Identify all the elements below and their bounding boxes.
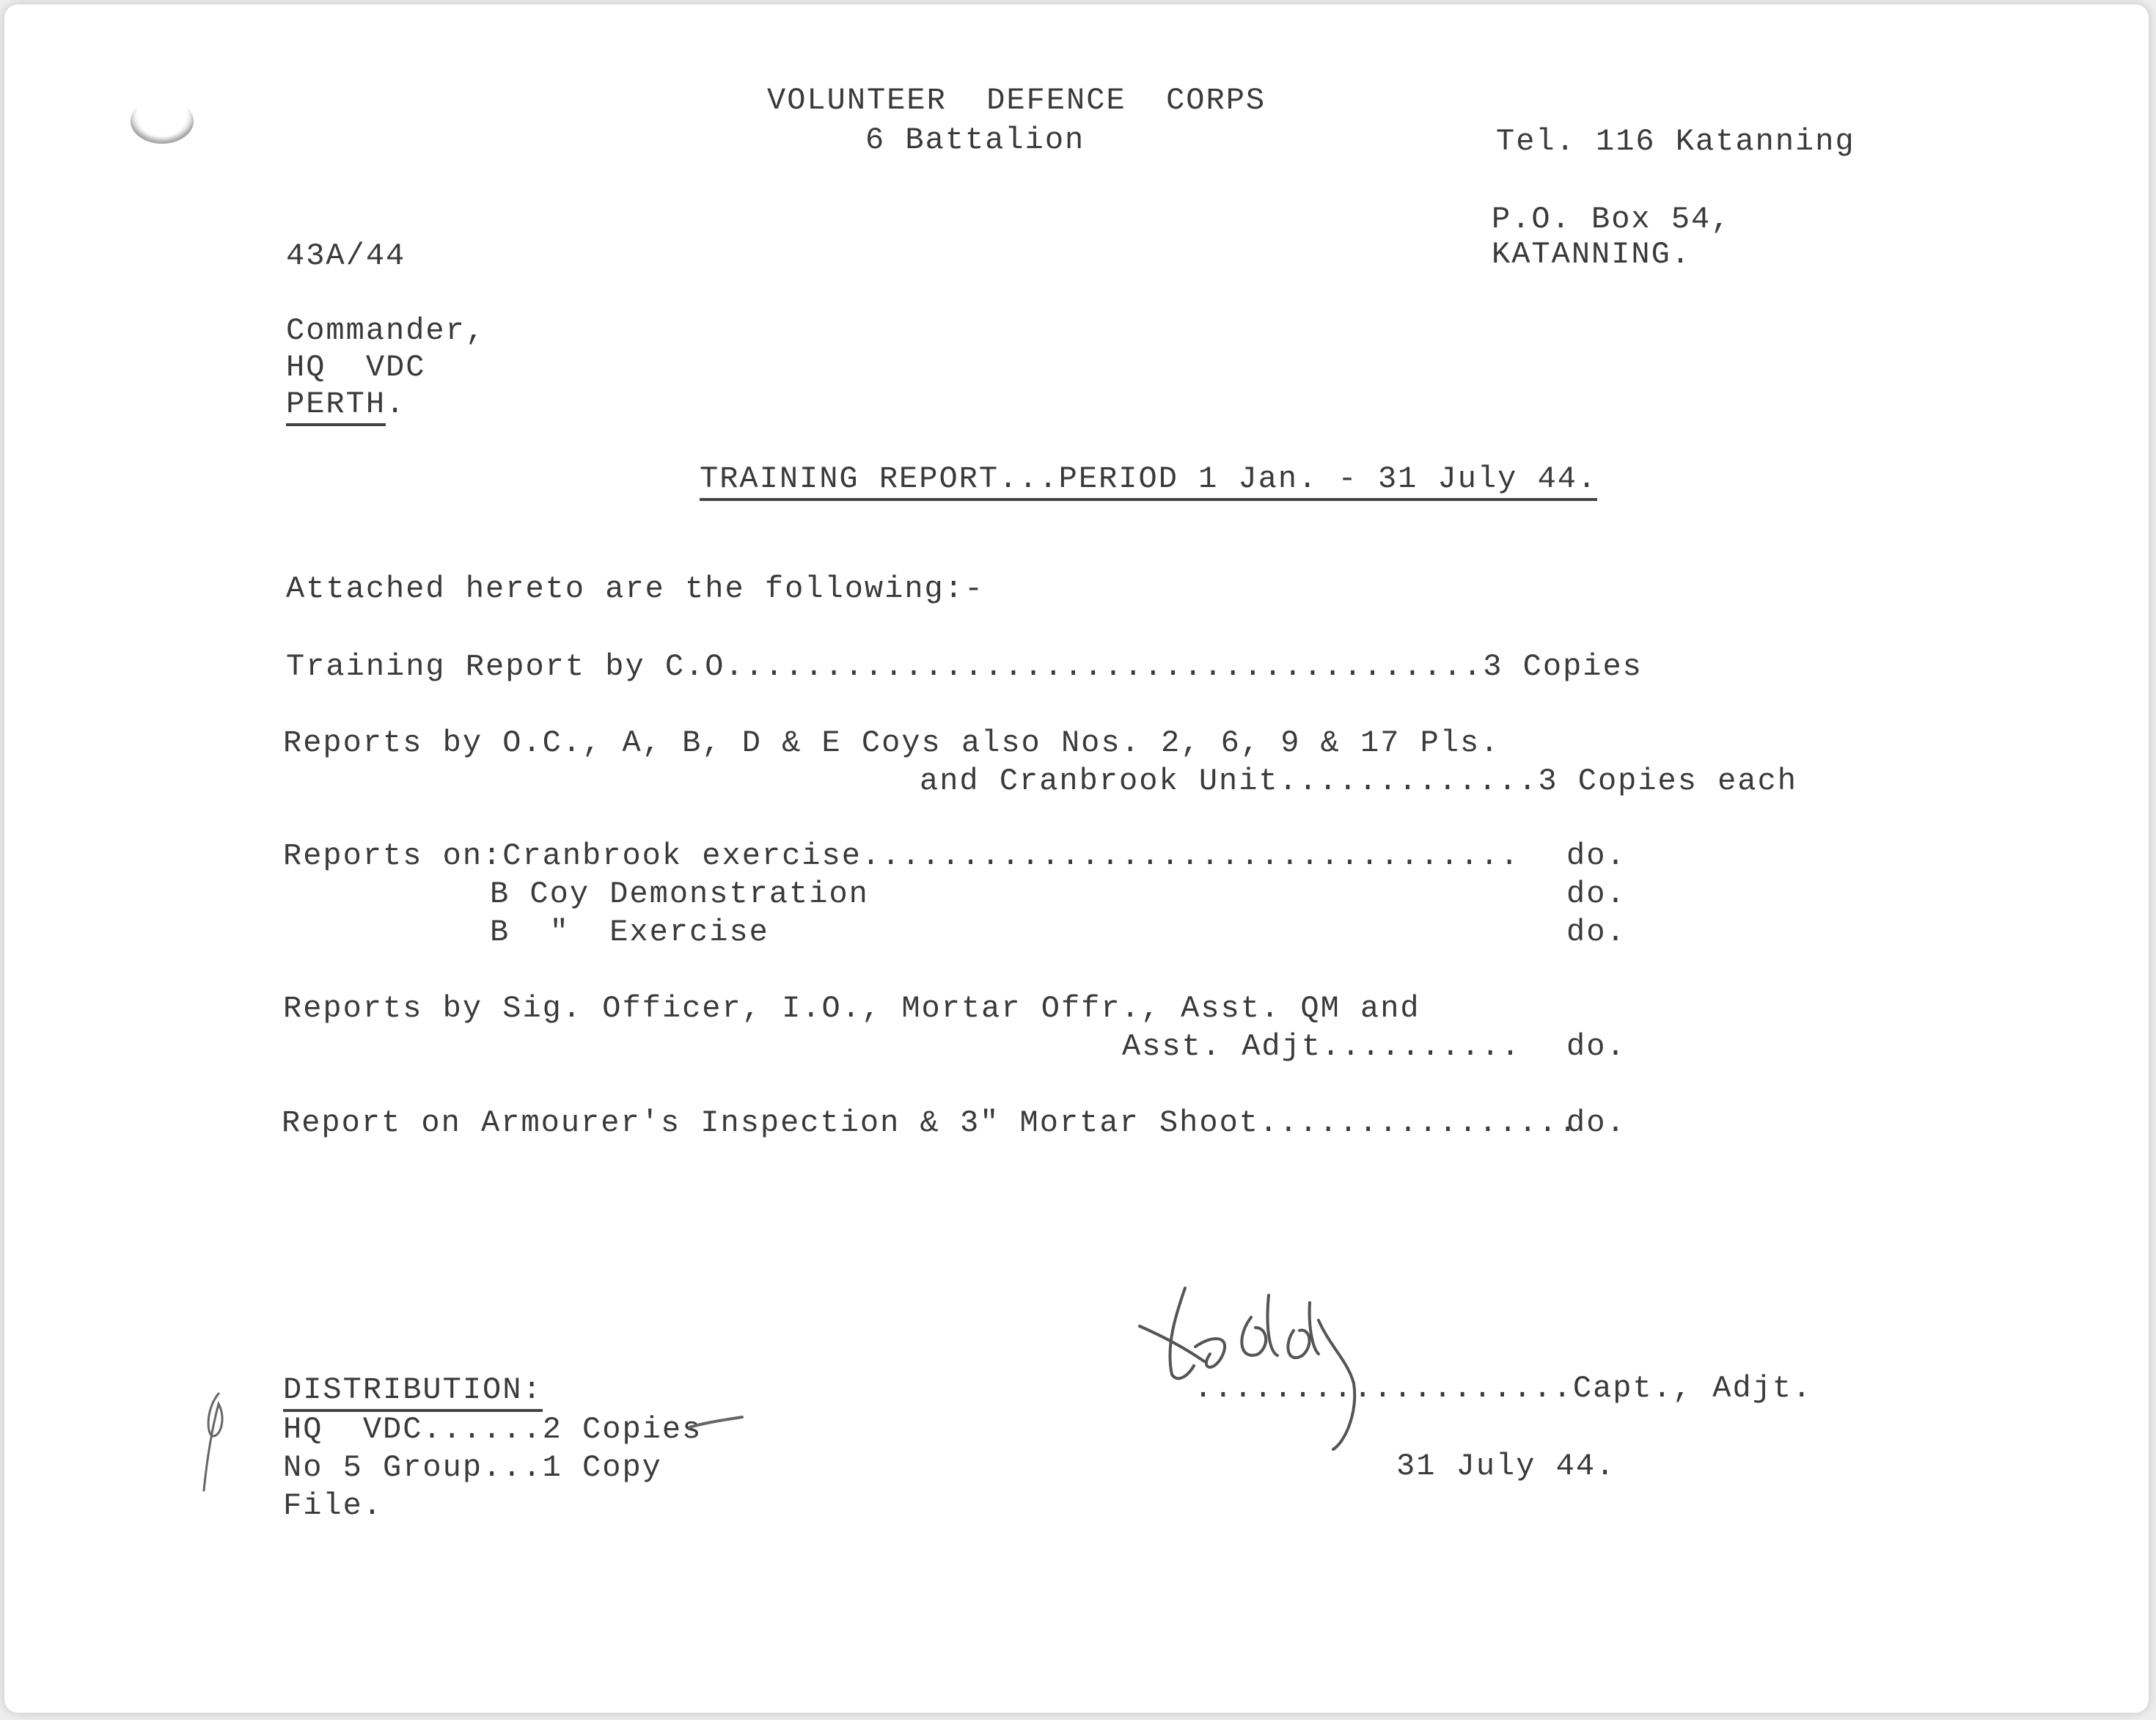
addressee-line-1: Commander,: [286, 313, 486, 348]
item-coy-reports-2: and Cranbrook Unit.............3 Copies each: [920, 764, 1797, 799]
signature-line: ...................Capt., Adjt.: [1194, 1371, 1813, 1406]
handwritten-tick-mark: [197, 1388, 241, 1498]
unit-name: 6 Battalion: [865, 122, 1085, 158]
item-officer-reports-1: Reports by Sig. Officer, I.O., Mortar Offr., Asst. QM and: [283, 991, 1420, 1026]
distribution-title: [283, 1372, 543, 1408]
item-reports-on-3: B " Exercise: [490, 915, 769, 950]
addressee-line-2: HQ VDC: [286, 350, 426, 385]
distribution-line-2: No 5 Group...1 Copy: [283, 1450, 662, 1485]
document-date: 31 July 44.: [1396, 1449, 1616, 1484]
ditto-4: do.: [1566, 1029, 1627, 1064]
item-training-report: Training Report by C.O......................................3 Copies: [286, 649, 1643, 684]
item-armourer-report: Report on Armourer's Inspection & 3" Mortar Shoot................: [282, 1105, 1579, 1141]
addressee-city: PERTH: [286, 387, 386, 426]
handwritten-signature: [1134, 1266, 1456, 1457]
distribution-line-1: HQ VDC......2 Copies: [283, 1412, 703, 1447]
handwritten-dash-mark: [686, 1413, 745, 1435]
ditto-1: do.: [1566, 838, 1627, 874]
addressee-line-3: [286, 386, 406, 422]
ditto-2: do.: [1566, 877, 1627, 912]
po-box: P.O. Box 54,: [1492, 202, 1731, 237]
reference-number: 43A/44: [286, 238, 406, 274]
item-officer-reports-2: Asst. Adjt..........: [1122, 1029, 1522, 1064]
item-reports-on-1: Reports on:Cranbrook exercise.................................: [283, 838, 1520, 874]
org-name: VOLUNTEER DEFENCE CORPS: [767, 83, 1266, 118]
subject-line: [700, 461, 1597, 497]
telephone: Tel. 116 Katanning: [1496, 124, 1855, 159]
distribution-title-text: DISTRIBUTION:: [283, 1372, 543, 1412]
town: KATANNING.: [1492, 237, 1692, 272]
ditto-5: do.: [1566, 1105, 1627, 1141]
document-page: [4, 4, 2149, 1713]
intro-text: Attached hereto are the following:-: [286, 571, 985, 607]
distribution-line-3: File.: [283, 1488, 384, 1523]
punch-hole: [131, 98, 194, 144]
ditto-3: do.: [1566, 915, 1627, 950]
addressee-city-punct: .: [386, 387, 406, 422]
subject-text: TRAINING REPORT...PERIOD 1 Jan. - 31 July 44.: [700, 461, 1597, 501]
item-coy-reports-1: Reports by O.C., A, B, D & E Coys also Nos. 2, 6, 9 & 17 Pls.: [283, 725, 1500, 761]
item-reports-on-2: B Coy Demonstration: [490, 877, 869, 912]
